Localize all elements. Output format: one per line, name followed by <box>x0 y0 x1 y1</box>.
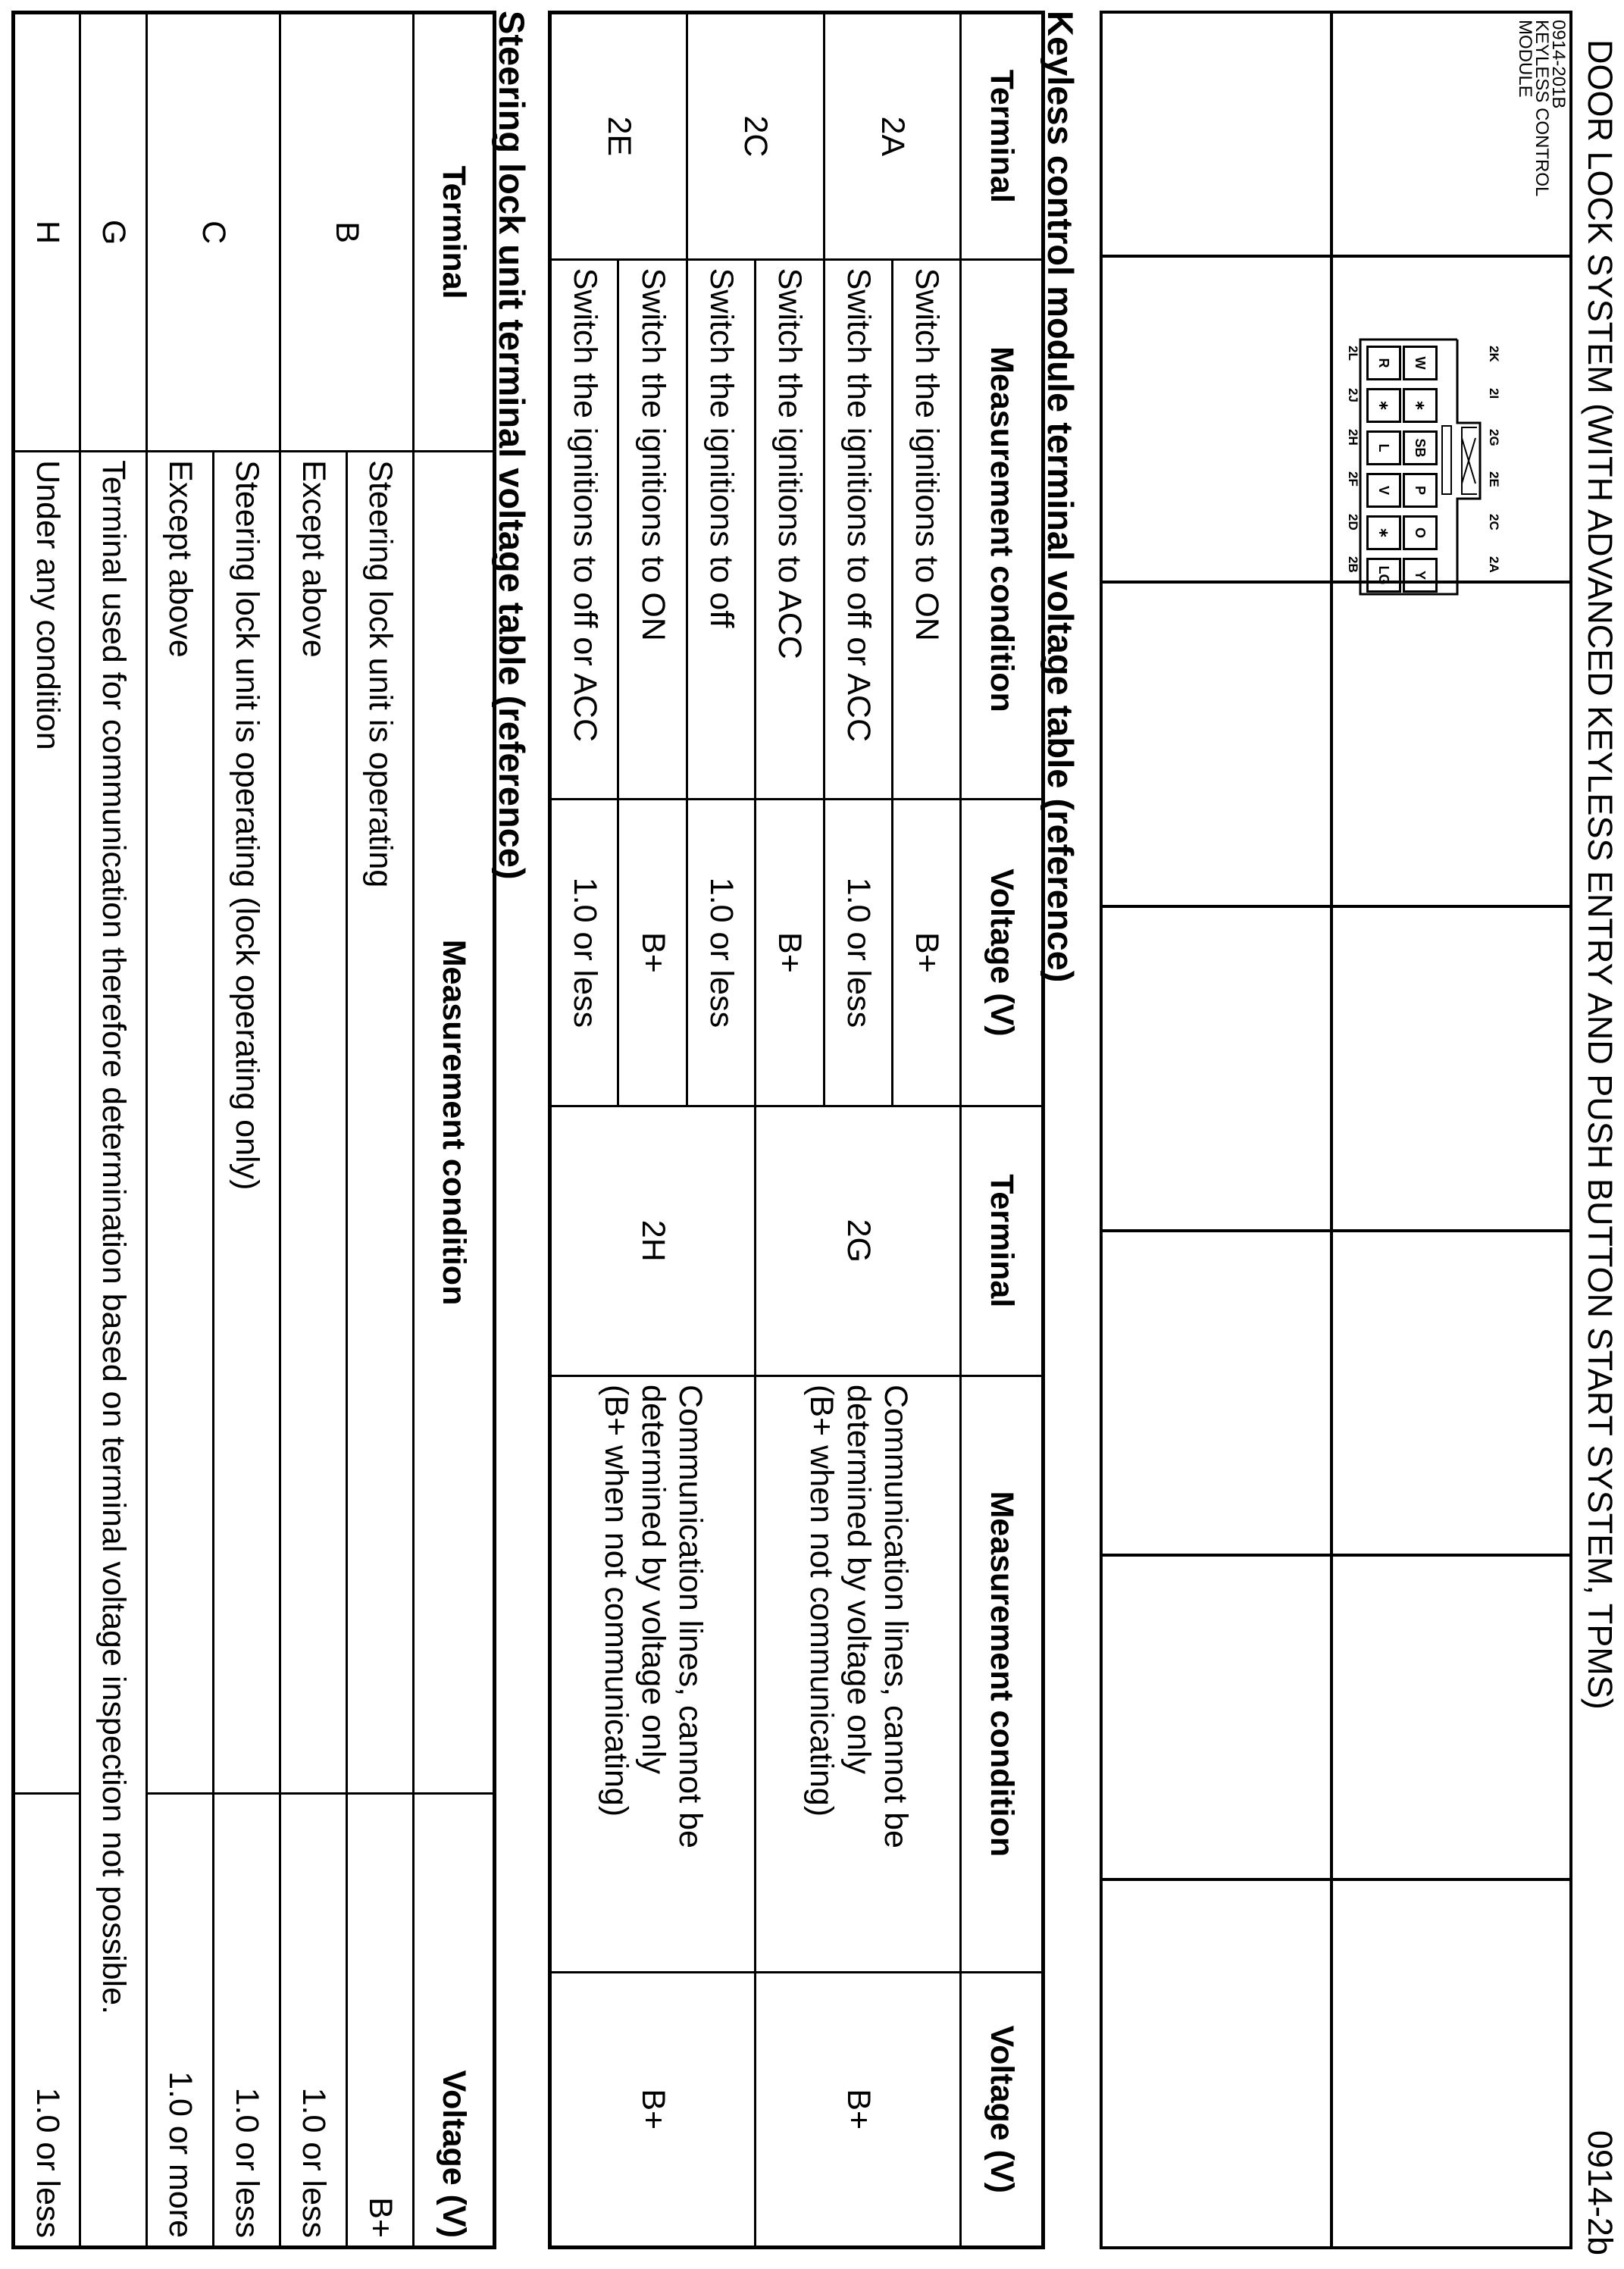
table-header-row <box>414 13 495 2248</box>
pin-cell-2k: W <box>1403 346 1438 380</box>
voltage-cell: B+ <box>347 1793 414 2247</box>
connector-code: 0914-201B <box>1548 20 1569 109</box>
terminal-cell: 2C <box>687 13 824 260</box>
pin-cell-2a: Y <box>1403 558 1438 593</box>
terminal-cell: 2A <box>824 13 961 260</box>
voltage-cell: 1.0 or less <box>550 800 618 1106</box>
connector-name-line1: KEYLESS CONTROL <box>1532 20 1552 197</box>
table-row <box>80 13 147 2248</box>
terminal-cell: 2E <box>550 13 687 260</box>
pin-cell-2d: ∗ <box>1366 515 1401 550</box>
pin-cell-2b: LG <box>1366 558 1401 593</box>
header-terminal-right: Terminal <box>961 1106 1044 1375</box>
connector-info <box>1515 20 1569 197</box>
header-condition-right: Measurement condition <box>961 1376 1044 1973</box>
condition-cell: Terminal used for communication therefore determination based on terminal voltage inspection not possible. <box>80 452 147 2248</box>
condition-line: determined by voltage only <box>635 1385 672 1774</box>
header-terminal: Terminal <box>414 13 495 452</box>
pin-cell-2j: ∗ <box>1366 388 1401 423</box>
condition-cell: Under any condition <box>14 452 80 1794</box>
condition-cell: Steering lock unit is operating <box>347 452 414 1794</box>
voltage-cell: B+ <box>756 800 824 1106</box>
condition-line: (B+ when not communicating) <box>803 1385 840 1817</box>
header-voltage-right: Voltage (V) <box>961 1972 1044 2247</box>
voltage-cell: 1.0 or less <box>14 1793 80 2247</box>
voltage-cell: 1.0 or more <box>147 1793 214 2247</box>
condition-line: Communication lines, cannot be <box>877 1385 914 1848</box>
pin-cell-2e: P <box>1403 473 1438 508</box>
table-row <box>687 13 755 2248</box>
table-row <box>14 13 80 2248</box>
condition-cell: Switch the ignitions to ON <box>893 259 961 800</box>
pin-cell-2g: SB <box>1403 430 1438 465</box>
condition-cell-right <box>550 1376 756 1973</box>
pin-cell-2h: L <box>1366 430 1401 465</box>
table-row <box>347 13 414 2248</box>
voltage-cell-right: B+ <box>550 1972 756 2247</box>
page-number: 0914-2b <box>1581 2130 1619 2255</box>
terminal-cell: G <box>80 13 147 452</box>
pin-label-2c: 2C <box>1487 514 1501 530</box>
header-condition: Measurement condition <box>961 259 1044 800</box>
pin-label-2b: 2B <box>1346 556 1360 573</box>
pin-label-2a: 2A <box>1487 556 1501 573</box>
terminal-cell: B <box>280 13 414 452</box>
pin-cell-2l: R <box>1366 346 1401 380</box>
table-row <box>214 13 280 2248</box>
condition-line: determined by voltage only <box>840 1385 877 1774</box>
pin-cell-2c: O <box>1403 515 1438 550</box>
voltage-cell: 1.0 or less <box>687 800 755 1106</box>
steering-voltage-table <box>11 11 496 2249</box>
header-terminal: Terminal <box>961 13 1044 260</box>
header-voltage: Voltage (V) <box>961 800 1044 1106</box>
keyless-voltage-table <box>548 11 1045 2249</box>
pin-label-2j: 2J <box>1346 388 1360 402</box>
pin-label-2k: 2K <box>1487 346 1501 362</box>
condition-line: (B+ when not communicating) <box>598 1385 635 1817</box>
connector-grid <box>1100 11 1572 2249</box>
pin-label-2e: 2E <box>1487 471 1501 487</box>
voltage-cell-right: B+ <box>756 1972 961 2247</box>
voltage-cell: 1.0 or less <box>824 800 892 1106</box>
condition-cell: Switch the ignitions to ON <box>618 259 687 800</box>
condition-line: Communication lines, cannot be <box>672 1385 709 1848</box>
condition-cell: Except above <box>280 452 347 1794</box>
terminal-cell-right: 2G <box>756 1106 961 1375</box>
voltage-cell: 1.0 or less <box>214 1793 280 2247</box>
page-title: DOOR LOCK SYSTEM (WITH ADVANCED KEYLESS ENTRY AND PUSH BUTTON START SYSTEM, TPMS) <box>1581 39 1619 1710</box>
pin-label-2f: 2F <box>1346 471 1360 487</box>
condition-cell: Switch the ignitions to ACC <box>756 259 824 800</box>
terminal-cell: C <box>147 13 280 452</box>
voltage-cell: 1.0 or less <box>280 1793 347 2247</box>
voltage-cell: B+ <box>893 800 961 1106</box>
keyless-table-caption: Keyless control module terminal voltage table (reference) <box>1040 11 1081 983</box>
terminal-cell: H <box>14 13 80 452</box>
condition-cell: Switch the ignitions to off or ACC <box>824 259 892 800</box>
condition-cell: Except above <box>147 452 214 1794</box>
header-voltage: Voltage (V) <box>414 1793 495 2247</box>
voltage-cell: B+ <box>618 800 687 1106</box>
condition-cell: Switch the ignitions to off <box>687 259 755 800</box>
pin-label-2l: 2L <box>1346 346 1360 361</box>
condition-cell-right <box>756 1376 961 1973</box>
header-condition: Measurement condition <box>414 452 495 1794</box>
pin-label-2h: 2H <box>1346 429 1360 446</box>
steering-table-caption: Steering lock unit terminal voltage table (reference) <box>492 11 532 880</box>
pin-cell-2i: ∗ <box>1403 388 1438 423</box>
pin-label-2d: 2D <box>1346 514 1360 530</box>
condition-cell: Switch the ignitions to off or ACC <box>550 259 618 800</box>
table-row <box>893 13 961 2248</box>
terminal-cell-right: 2H <box>550 1106 756 1375</box>
pin-cell-2f: V <box>1366 473 1401 508</box>
connector-name-line2: MODULE <box>1515 20 1535 98</box>
condition-cell: Steering lock unit is operating (lock operating only) <box>214 452 280 1794</box>
pin-label-2g: 2G <box>1487 429 1501 446</box>
pin-label-2i: 2I <box>1487 388 1501 399</box>
table-header-row <box>961 13 1044 2248</box>
